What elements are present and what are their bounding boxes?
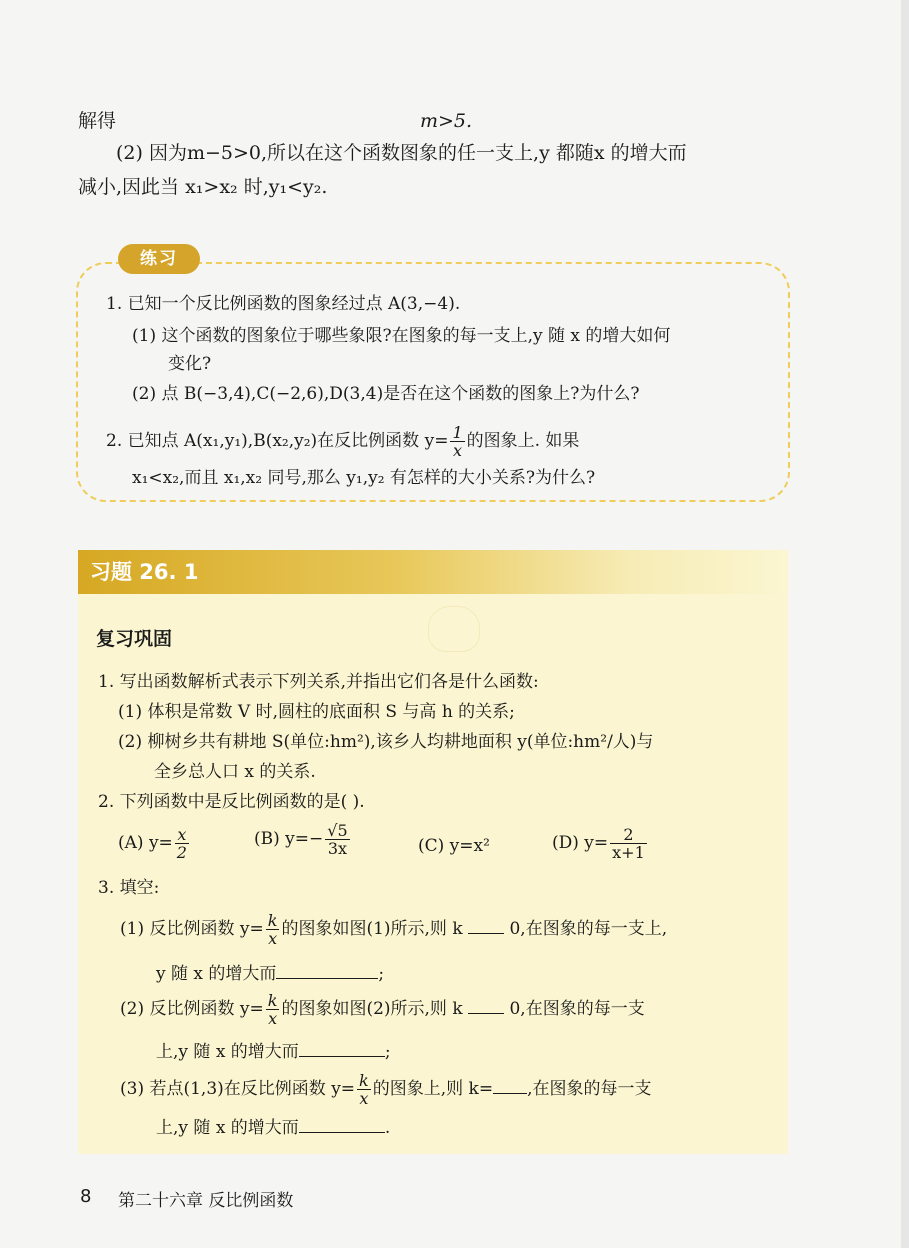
- fraction-denominator: x+1: [612, 843, 645, 862]
- exercise-1-2-line1: (2) 柳树乡共有耕地 S(单位:hm²),该乡人均耕地面积 y(单位:hm²/人)与: [118, 732, 654, 752]
- fraction-denominator: x: [268, 1009, 278, 1028]
- page-edge: [901, 0, 909, 1248]
- fraction-numerator: 1: [452, 423, 463, 442]
- option-d: [552, 826, 649, 861]
- option-a: [118, 826, 191, 861]
- exercise-3-2-pre: (2) 反比例函数 y=: [120, 999, 264, 1019]
- exercise-3-3-end: .: [384, 1118, 391, 1138]
- exercise-3-1-pre: (1) 反比例函数 y=: [120, 919, 264, 939]
- blank-3-1-trend[interactable]: [276, 960, 378, 979]
- practice-tag: 练习: [118, 244, 200, 274]
- blank-3-1-k[interactable]: [468, 915, 504, 934]
- exercise-1-2-line2: 全乡总人口 x 的关系.: [154, 762, 316, 782]
- option-d-fraction: [610, 826, 647, 861]
- option-b-label: (B) y=−: [254, 829, 324, 849]
- practice-q1: 1. 已知一个反比例函数的图象经过点 A(3,−4).: [106, 294, 461, 314]
- fraction-numerator: 2: [610, 826, 647, 844]
- fraction-denominator: x: [453, 441, 463, 460]
- option-a-fraction: [175, 826, 189, 861]
- jiede-label: 解得: [78, 110, 117, 132]
- exercise-3-3-line2: [156, 1114, 390, 1140]
- exercise-3-1-mid: 的图象如图(1)所示,则 k: [281, 919, 463, 939]
- blank-3-3-k[interactable]: [493, 1075, 527, 1094]
- exercise-3-3-pre: (3) 若点(1,3)在反比例函数 y=: [120, 1079, 356, 1099]
- fraction-denominator: 2: [176, 843, 187, 862]
- fraction-denominator: x: [359, 1089, 369, 1108]
- chapter-title: 第二十六章 反比例函数: [118, 1191, 294, 1211]
- fraction-numerator: k: [267, 911, 278, 930]
- fraction-numerator: k: [359, 1071, 369, 1090]
- option-c: (C) y=x²: [418, 836, 490, 856]
- jiede-result: m>5.: [420, 110, 473, 132]
- exercise-2: 2. 下列函数中是反比例函数的是( ).: [98, 792, 365, 812]
- fraction-numerator: x: [175, 826, 189, 844]
- fraction-k-over-x: [357, 1072, 371, 1107]
- review-title: 复习巩固: [96, 628, 173, 650]
- page-number: 8: [80, 1186, 92, 1207]
- fraction-k-over-x: [266, 912, 280, 947]
- exercise-3: 3. 填空:: [98, 878, 160, 898]
- exercise-3-2-line2: [156, 1038, 391, 1064]
- cat-watermark-icon: [428, 606, 480, 652]
- exercise-3-1-line1: [120, 912, 667, 947]
- blank-3-3-trend[interactable]: [299, 1114, 385, 1133]
- exercise-3-1-post: 0,在图象的每一支上,: [509, 919, 668, 939]
- practice-q2-line2: x₁<x₂,而且 x₁,x₂ 同号,那么 y₁,y₂ 有怎样的大小关系?为什么?: [132, 468, 596, 488]
- exercise-3-2-post: 0,在图象的每一支: [509, 999, 645, 1019]
- exercise-title: 习题 26. 1: [90, 560, 199, 584]
- practice-q2-post: 的图象上. 如果: [466, 431, 580, 451]
- exercise-3-1-b: y 随 x 的增大而: [156, 964, 277, 984]
- option-a-label: (A) y=: [118, 833, 173, 853]
- practice-q1-1-line1: (1) 这个函数的图象位于哪些象限?在图象的每一支上,y 随 x 的增大如何: [132, 326, 671, 346]
- exercise-3-2-b: 上,y 随 x 的增大而: [156, 1042, 299, 1062]
- option-d-label: (D) y=: [552, 833, 609, 853]
- solution-part2-line1: (2) 因为m−5>0,所以在这个函数图象的任一支上,y 都随x 的增大而: [116, 142, 687, 164]
- exercise-3-1-end: ;: [378, 964, 385, 984]
- exercise-1: 1. 写出函数解析式表示下列关系,并指出它们各是什么函数:: [98, 672, 539, 692]
- practice-q1-2: (2) 点 B(−3,4),C(−2,6),D(3,4)是否在这个函数的图象上?为什么?: [132, 384, 640, 404]
- exercise-3-2-mid: 的图象如图(2)所示,则 k: [281, 999, 463, 1019]
- practice-q2-pre: 2. 已知点 A(x₁,y₁),B(x₂,y₂)在反比例函数 y=: [106, 431, 449, 451]
- option-b: [254, 822, 352, 857]
- blank-3-2-trend[interactable]: [299, 1038, 385, 1057]
- fraction-numerator: k: [267, 991, 278, 1010]
- fraction-1-over-x: [450, 424, 464, 459]
- exercise-3-2-line1: [120, 992, 645, 1027]
- exercise-3-3-b: 上,y 随 x 的增大而: [156, 1118, 299, 1138]
- fraction-denominator: 3x: [327, 839, 348, 858]
- practice-q1-1-line2: 变化?: [168, 354, 212, 374]
- blank-3-2-k[interactable]: [468, 995, 504, 1014]
- exercise-3-3-mid: 的图象上,则 k=: [372, 1079, 494, 1099]
- exercise-3-1-line2: [156, 960, 384, 986]
- fraction-denominator: x: [268, 929, 278, 948]
- exercise-3-3-line1: [120, 1072, 652, 1107]
- option-b-fraction: [325, 822, 349, 857]
- fraction-k-over-x: [266, 992, 280, 1027]
- exercise-3-3-post: ,在图象的每一支: [527, 1079, 652, 1099]
- practice-q2-line1: [106, 424, 579, 459]
- exercise-1-1: (1) 体积是常数 V 时,圆柱的底面积 S 与高 h 的关系;: [118, 702, 515, 722]
- fraction-numerator: √5: [327, 821, 348, 840]
- exercise-3-2-end: ;: [384, 1042, 391, 1062]
- solution-part2-line2: 减小,因此当 x₁>x₂ 时,y₁<y₂.: [78, 176, 328, 198]
